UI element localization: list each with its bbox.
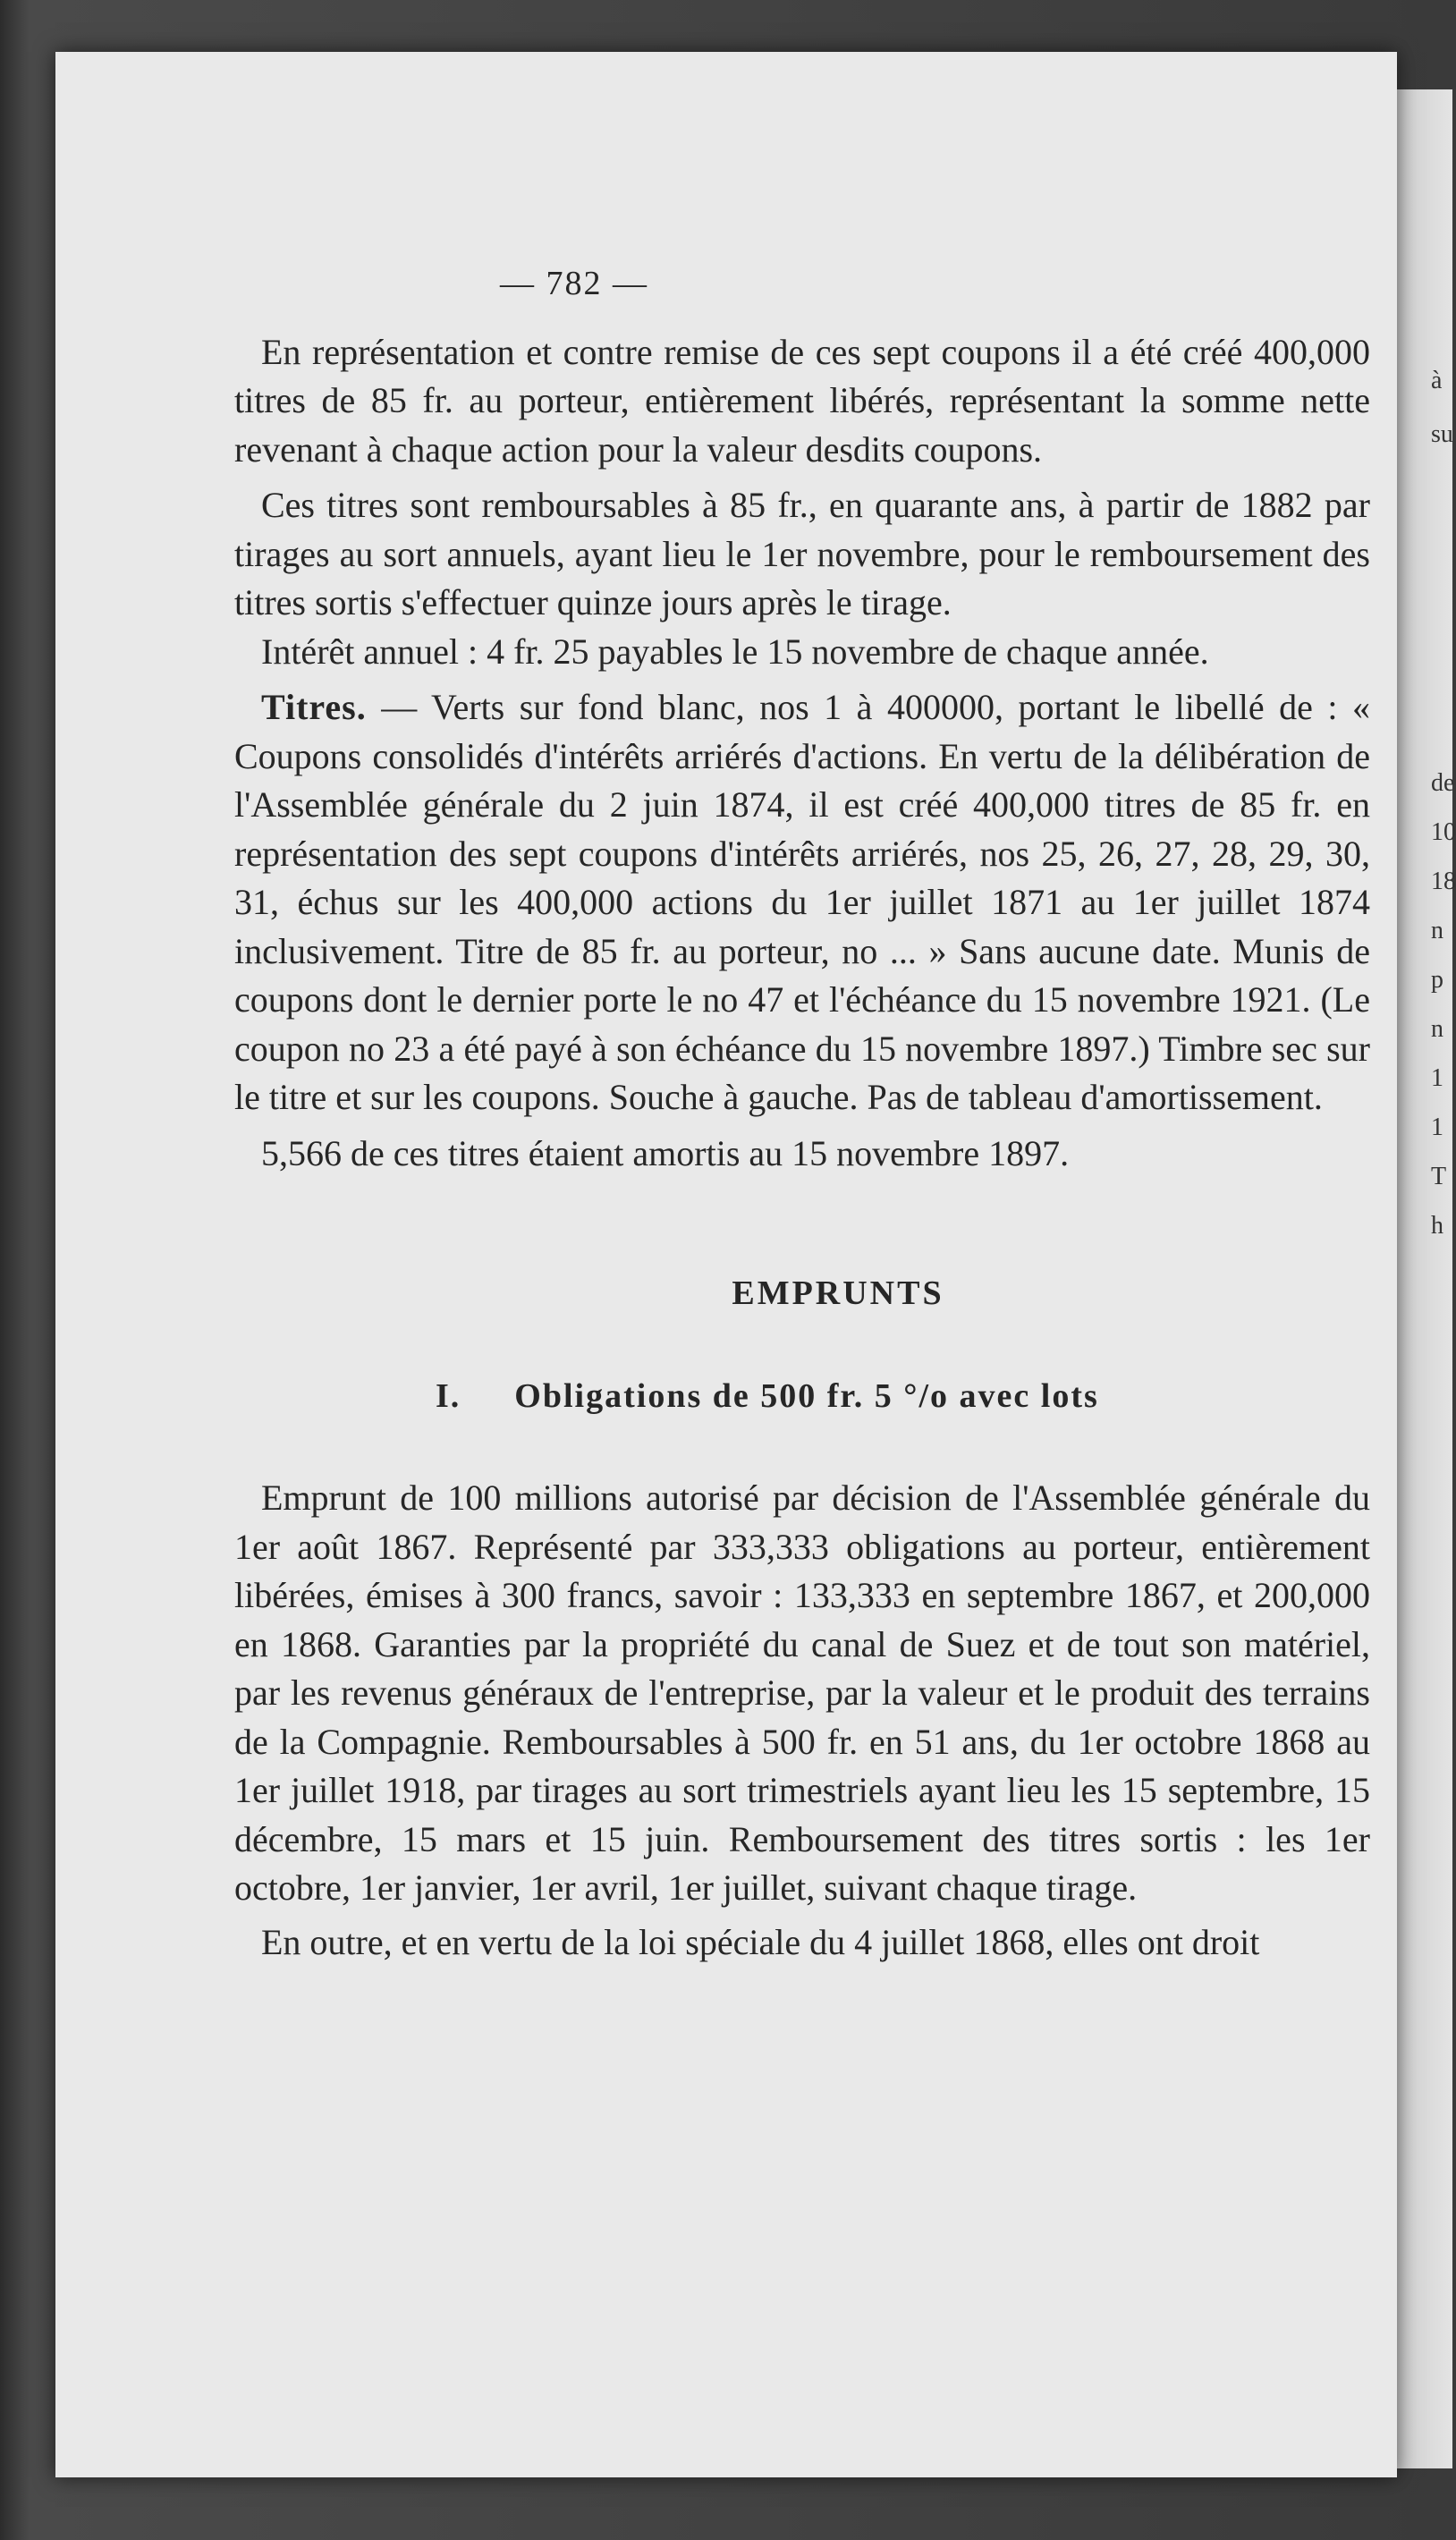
subsection-number: I. xyxy=(436,1376,461,1415)
facing-fragment: 1 xyxy=(1431,1064,1443,1092)
titres-label: Titres. xyxy=(261,687,367,727)
facing-fragment: T xyxy=(1431,1163,1447,1190)
page-number: — 782 — xyxy=(500,265,648,302)
facing-fragment: 10 xyxy=(1431,818,1456,846)
paragraph-remboursables: Ces titres sont remboursables à 85 fr., en quarante ans, à partir de 1882 par tirages au sort annuels, ayant lieu le 1er novembre, pour le remboursement des titres sortis s'effectuer quinze jours après le tirage. xyxy=(234,485,1370,622)
facing-fragment: h xyxy=(1431,1212,1443,1240)
spacer xyxy=(234,1178,1370,1269)
paragraph-emprunt: Emprunt de 100 millions autorisé par décision de l'Assemblée générale du 1er août 1867. Représenté par 333,333 obligations au porteur, entièrement libérées, émises à 300 francs, savoir : 133,333 en septembre 1867, et 200,000 en 1868. Garanties par la propriété du canal de Suez et de tout son matériel, par les revenus généraux de l'entreprise, par la valeur et le produit des terrains de la Compagnie. Remboursables à 500 fr. en 51 ans, du 1er octobre 1868 au 1er juillet 1918, par tirages au sort trimestriels ayant lieu les 15 septembre, 15 décembre, 15 mars et 15 juin. Remboursement des titres sortis : les 1er octobre, 1er janvier, 1er avril, 1er juillet, suivant chaque tirage. xyxy=(234,1477,1370,1908)
subsection-heading xyxy=(234,1372,1370,1421)
spacer xyxy=(234,1318,1370,1372)
facing-fragment: 18 xyxy=(1431,868,1456,895)
facing-fragment: à xyxy=(1431,367,1443,394)
paragraph-amortis: 5,566 de ces titres étaient amortis au 15 novembre 1897. xyxy=(261,1132,1070,1173)
facing-fragment: 1 xyxy=(1431,1113,1443,1141)
section-title: EMPRUNTS xyxy=(732,1274,944,1312)
facing-fragment: su xyxy=(1431,420,1453,448)
spacer xyxy=(234,1420,1370,1474)
paragraph-representation: En représentation et contre remise de ces sept coupons il a été créé 400,000 titres de 85 fr. au porteur, entièrement libérés, représentant la somme nette revenant à chaque action pour la valeur desdits coupons. xyxy=(234,331,1370,470)
facing-fragment: de xyxy=(1431,769,1455,797)
paragraph-titres xyxy=(234,683,1370,1122)
facing-fragment: n xyxy=(1431,917,1443,944)
paragraph-en-outre: En outre, et en vertu de la loi spéciale du 4 juillet 1868, elles ont droit xyxy=(261,1921,1260,1962)
facing-fragment: n xyxy=(1431,1015,1443,1043)
paragraph-interet: Intérêt annuel : 4 fr. 25 payables le 15 novembre de chaque année. xyxy=(261,631,1209,672)
page-content xyxy=(234,259,1370,1967)
facing-fragment: p xyxy=(1431,966,1443,994)
subsection-title: Obligations de 500 fr. 5 °/o avec lots xyxy=(514,1376,1099,1415)
titres-text: — Verts sur fond blanc, nos 1 à 400000, portant le libellé de : « Coupons consolidés d'intérêts arriérés d'actions. En vertu de la délibération de l'Assemblée générale du 2 juin 1874, il est créé 400,000 titres de 85 fr. en représentation des sept coupons d'intérêts arriérés, nos 25, 26, 27, 28, 29, 30, 31, échus sur les 400,000 actions du 1er juillet 1871 au 1er juillet 1874 inclusivement. Titre de 85 fr. au porteur, no ... » Sans aucune date. Munis de coupons dont le dernier porte le no 47 et l'échéance du 15 novembre 1921. (Le coupon no 23 a été payé à son échéance du 15 novembre 1897.) Timbre sec sur le titre et sur les coupons. Souche à gauche. Pas de tableau d'amortissement. xyxy=(234,687,1370,1117)
